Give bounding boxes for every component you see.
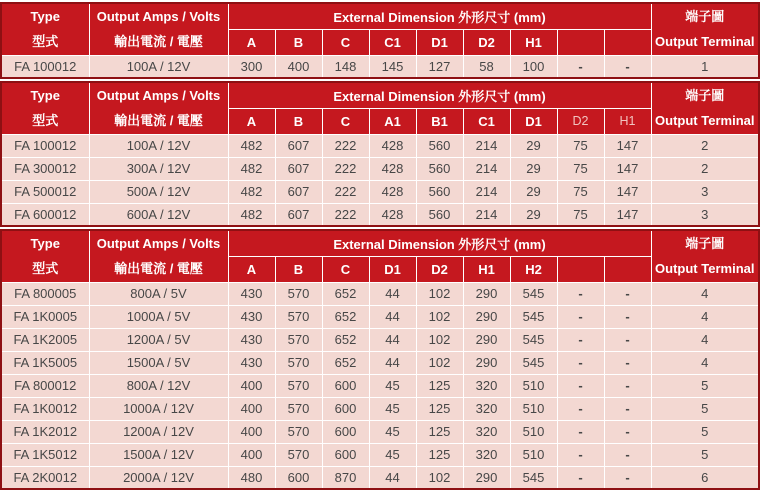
dim-cell: 214 xyxy=(463,180,510,203)
output-cell: 100A / 12V xyxy=(89,55,228,78)
table-row xyxy=(1,305,759,328)
dim-cell: 29 xyxy=(510,134,557,157)
terminal-cell: 6 xyxy=(651,466,759,489)
terminal-label-zh: 端子圖 xyxy=(685,236,725,252)
output-column-header xyxy=(89,82,228,134)
dim-cell: 430 xyxy=(228,328,275,351)
dim-cell: - xyxy=(557,420,604,443)
dim-col-header-a1: A1 xyxy=(369,108,416,134)
type-cell: FA 100012 xyxy=(1,134,89,157)
dim-cell: 102 xyxy=(416,466,463,489)
output-cell: 1200A / 12V xyxy=(89,420,228,443)
dim-cell: 75 xyxy=(557,157,604,180)
type-cell: FA 1K0005 xyxy=(1,305,89,328)
dim-cell: 430 xyxy=(228,282,275,305)
dim-cell: 75 xyxy=(557,180,604,203)
type-cell: FA 100012 xyxy=(1,55,89,78)
dim-col-header-c1: C1 xyxy=(463,108,510,134)
output-cell: 100A / 12V xyxy=(89,134,228,157)
dim-cell: 560 xyxy=(416,180,463,203)
dim-cell: 214 xyxy=(463,203,510,226)
dim-cell: 607 xyxy=(275,157,322,180)
dim-col-header-a: A xyxy=(228,29,275,55)
output-cell: 300A / 12V xyxy=(89,157,228,180)
type-column-header xyxy=(1,82,89,134)
dim-cell: 400 xyxy=(228,443,275,466)
dim-cell: 222 xyxy=(322,134,369,157)
dim-cell: 430 xyxy=(228,351,275,374)
dim-cell: - xyxy=(604,55,651,78)
type-label-zh: 型式 xyxy=(32,261,59,277)
type-cell: FA 800012 xyxy=(1,374,89,397)
dim-cell: 570 xyxy=(275,420,322,443)
dim-cell: 300 xyxy=(228,55,275,78)
dim-cell: - xyxy=(604,420,651,443)
terminal-cell: 2 xyxy=(651,134,759,157)
terminal-cell: 3 xyxy=(651,180,759,203)
table-row xyxy=(1,466,759,489)
dim-cell: 125 xyxy=(416,420,463,443)
dim-cell: - xyxy=(557,397,604,420)
output-label-en: Output Amps / Volts xyxy=(96,88,221,104)
dim-cell: 510 xyxy=(510,397,557,420)
dim-cell: 545 xyxy=(510,305,557,328)
dim-col-header-b: B xyxy=(275,108,322,134)
dim-col-header-d2: D2 xyxy=(463,29,510,55)
dim-col-header-blank xyxy=(604,29,651,55)
dim-cell: 600 xyxy=(322,374,369,397)
type-label-zh: 型式 xyxy=(32,113,59,129)
output-cell: 1500A / 12V xyxy=(89,443,228,466)
type-cell: FA 800005 xyxy=(1,282,89,305)
dim-cell: 652 xyxy=(322,351,369,374)
dim-col-header-d1: D1 xyxy=(416,29,463,55)
dim-col-header-d1: D1 xyxy=(369,256,416,282)
dim-cell: 290 xyxy=(463,305,510,328)
dim-cell: 44 xyxy=(369,305,416,328)
dim-cell: 430 xyxy=(228,305,275,328)
dimension-group-header: External Dimension 外形尺寸 (mm) xyxy=(228,230,651,256)
dim-cell: 570 xyxy=(275,305,322,328)
dim-cell: 570 xyxy=(275,282,322,305)
output-label-zh: 輸出電流 / 電壓 xyxy=(114,261,203,277)
dim-cell: 290 xyxy=(463,351,510,374)
dim-cell: 320 xyxy=(463,374,510,397)
output-cell: 800A / 5V xyxy=(89,282,228,305)
dim-cell: 290 xyxy=(463,282,510,305)
dim-col-header-b: B xyxy=(275,29,322,55)
dim-cell: - xyxy=(557,328,604,351)
output-cell: 500A / 12V xyxy=(89,180,228,203)
terminal-cell: 3 xyxy=(651,203,759,226)
output-cell: 600A / 12V xyxy=(89,203,228,226)
type-label-en: Type xyxy=(30,88,60,104)
dim-cell: 29 xyxy=(510,180,557,203)
dim-col-header-a: A xyxy=(228,256,275,282)
terminal-cell: 5 xyxy=(651,374,759,397)
table-row xyxy=(1,443,759,466)
terminal-label-en: Output Terminal xyxy=(655,261,755,277)
dim-cell: - xyxy=(604,374,651,397)
dim-cell: 545 xyxy=(510,282,557,305)
type-column-header xyxy=(1,230,89,282)
dim-cell: 214 xyxy=(463,157,510,180)
terminal-cell: 4 xyxy=(651,351,759,374)
dim-cell: 482 xyxy=(228,134,275,157)
dim-col-header-h1: H1 xyxy=(510,29,557,55)
dim-cell: 45 xyxy=(369,420,416,443)
dim-col-header-c: C xyxy=(322,256,369,282)
dim-col-header-c: C xyxy=(322,29,369,55)
type-cell: FA 1K5005 xyxy=(1,351,89,374)
dim-col-header-blank xyxy=(557,256,604,282)
dim-cell: 125 xyxy=(416,374,463,397)
dim-cell: - xyxy=(557,351,604,374)
dim-cell: 560 xyxy=(416,203,463,226)
dim-cell: 147 xyxy=(604,157,651,180)
dim-col-header-d1: D1 xyxy=(510,108,557,134)
dim-cell: 400 xyxy=(228,397,275,420)
dim-col-header-h1: H1 xyxy=(463,256,510,282)
dim-cell: 214 xyxy=(463,134,510,157)
dimension-group-header: External Dimension 外形尺寸 (mm) xyxy=(228,3,651,29)
dim-cell: 222 xyxy=(322,203,369,226)
dim-cell: 222 xyxy=(322,157,369,180)
dim-cell: 428 xyxy=(369,180,416,203)
dim-col-header-h1: H1 xyxy=(604,108,651,134)
dim-cell: 652 xyxy=(322,282,369,305)
dim-col-header-d2: D2 xyxy=(557,108,604,134)
dim-cell: 570 xyxy=(275,443,322,466)
dim-cell: 570 xyxy=(275,397,322,420)
table-row xyxy=(1,374,759,397)
dim-cell: 510 xyxy=(510,420,557,443)
dim-cell: 145 xyxy=(369,55,416,78)
dim-cell: 148 xyxy=(322,55,369,78)
dim-cell: 44 xyxy=(369,466,416,489)
dim-cell: 607 xyxy=(275,180,322,203)
dim-cell: 482 xyxy=(228,203,275,226)
dim-cell: 75 xyxy=(557,134,604,157)
terminal-cell: 5 xyxy=(651,397,759,420)
dim-cell: 652 xyxy=(322,305,369,328)
terminal-label-zh: 端子圖 xyxy=(685,9,725,25)
dim-cell: 290 xyxy=(463,466,510,489)
terminal-label-zh: 端子圖 xyxy=(685,88,725,104)
dim-cell: 147 xyxy=(604,180,651,203)
dim-col-header-d2: D2 xyxy=(416,256,463,282)
table-row xyxy=(1,180,759,203)
dim-cell: - xyxy=(604,282,651,305)
dim-cell: 320 xyxy=(463,443,510,466)
dim-cell: - xyxy=(557,374,604,397)
output-cell: 1000A / 5V xyxy=(89,305,228,328)
dim-cell: 600 xyxy=(322,420,369,443)
output-column-header xyxy=(89,230,228,282)
terminal-cell: 4 xyxy=(651,305,759,328)
output-label-zh: 輸出電流 / 電壓 xyxy=(114,34,203,50)
type-cell: FA 300012 xyxy=(1,157,89,180)
dim-cell: - xyxy=(557,55,604,78)
table-row xyxy=(1,55,759,78)
type-cell: FA 600012 xyxy=(1,203,89,226)
dim-cell: 570 xyxy=(275,328,322,351)
dim-cell: 428 xyxy=(369,203,416,226)
terminal-label-en: Output Terminal xyxy=(655,113,755,129)
dim-cell: - xyxy=(604,351,651,374)
dim-cell: 290 xyxy=(463,328,510,351)
dim-cell: 127 xyxy=(416,55,463,78)
dim-cell: - xyxy=(604,443,651,466)
dim-cell: - xyxy=(557,305,604,328)
spec-table-3 xyxy=(0,229,760,490)
output-cell: 800A / 12V xyxy=(89,374,228,397)
dim-cell: 560 xyxy=(416,157,463,180)
dim-cell: 125 xyxy=(416,443,463,466)
dim-cell: 510 xyxy=(510,374,557,397)
table-row xyxy=(1,203,759,226)
terminal-column-header xyxy=(651,82,759,134)
type-cell: FA 2K0012 xyxy=(1,466,89,489)
table-row xyxy=(1,420,759,443)
type-label-en: Type xyxy=(30,236,60,252)
terminal-cell: 1 xyxy=(651,55,759,78)
dim-col-header-b: B xyxy=(275,256,322,282)
terminal-cell: 4 xyxy=(651,282,759,305)
type-cell: FA 1K2012 xyxy=(1,420,89,443)
dim-cell: 102 xyxy=(416,328,463,351)
dim-cell: - xyxy=(604,466,651,489)
type-cell: FA 1K5012 xyxy=(1,443,89,466)
dim-cell: 102 xyxy=(416,282,463,305)
table-row xyxy=(1,282,759,305)
terminal-cell: 5 xyxy=(651,420,759,443)
dim-cell: 102 xyxy=(416,305,463,328)
dim-cell: - xyxy=(557,282,604,305)
dim-cell: 100 xyxy=(510,55,557,78)
dim-col-header-blank xyxy=(604,256,651,282)
dim-cell: 480 xyxy=(228,466,275,489)
dim-cell: - xyxy=(557,466,604,489)
type-column-header xyxy=(1,3,89,55)
dim-cell: - xyxy=(604,328,651,351)
dim-cell: 44 xyxy=(369,282,416,305)
output-label-en: Output Amps / Volts xyxy=(96,9,221,25)
dim-cell: 102 xyxy=(416,351,463,374)
type-cell: FA 500012 xyxy=(1,180,89,203)
terminal-cell: 4 xyxy=(651,328,759,351)
dim-cell: 320 xyxy=(463,420,510,443)
dimension-group-header: External Dimension 外形尺寸 (mm) xyxy=(228,82,651,108)
dim-cell: 44 xyxy=(369,351,416,374)
dim-cell: 600 xyxy=(275,466,322,489)
dim-cell: 45 xyxy=(369,397,416,420)
dim-cell: - xyxy=(604,397,651,420)
dim-cell: 428 xyxy=(369,157,416,180)
dim-cell: 600 xyxy=(322,397,369,420)
dim-cell: 29 xyxy=(510,157,557,180)
dim-cell: 320 xyxy=(463,397,510,420)
terminal-label-en: Output Terminal xyxy=(655,34,755,50)
dim-cell: 147 xyxy=(604,203,651,226)
dim-cell: 44 xyxy=(369,328,416,351)
table-row xyxy=(1,134,759,157)
dim-cell: 75 xyxy=(557,203,604,226)
terminal-cell: 2 xyxy=(651,157,759,180)
dim-cell: 482 xyxy=(228,180,275,203)
dim-col-header-h2: H2 xyxy=(510,256,557,282)
dim-cell: 545 xyxy=(510,466,557,489)
type-label-en: Type xyxy=(30,9,60,25)
dim-cell: 29 xyxy=(510,203,557,226)
output-cell: 1500A / 5V xyxy=(89,351,228,374)
dim-cell: 545 xyxy=(510,328,557,351)
dim-cell: 58 xyxy=(463,55,510,78)
dim-cell: 545 xyxy=(510,351,557,374)
dim-col-header-blank xyxy=(557,29,604,55)
dim-cell: 222 xyxy=(322,180,369,203)
dim-col-header-b1: B1 xyxy=(416,108,463,134)
dim-cell: - xyxy=(557,443,604,466)
output-cell: 1200A / 5V xyxy=(89,328,228,351)
dim-cell: 570 xyxy=(275,374,322,397)
dim-col-header-a: A xyxy=(228,108,275,134)
dim-col-header-c1: C1 xyxy=(369,29,416,55)
dim-cell: 125 xyxy=(416,397,463,420)
dim-cell: 607 xyxy=(275,134,322,157)
dim-cell: 482 xyxy=(228,157,275,180)
terminal-cell: 5 xyxy=(651,443,759,466)
output-cell: 1000A / 12V xyxy=(89,397,228,420)
spec-table-2 xyxy=(0,81,760,227)
dim-cell: 147 xyxy=(604,134,651,157)
terminal-column-header xyxy=(651,230,759,282)
table-row xyxy=(1,328,759,351)
dim-cell: 400 xyxy=(228,420,275,443)
output-label-zh: 輸出電流 / 電壓 xyxy=(114,113,203,129)
terminal-column-header xyxy=(651,3,759,55)
dim-cell: 45 xyxy=(369,443,416,466)
type-label-zh: 型式 xyxy=(32,34,59,50)
dim-cell: 428 xyxy=(369,134,416,157)
dim-cell: 652 xyxy=(322,328,369,351)
type-cell: FA 1K2005 xyxy=(1,328,89,351)
dim-cell: 400 xyxy=(275,55,322,78)
dim-cell: 45 xyxy=(369,374,416,397)
table-row xyxy=(1,397,759,420)
dim-col-header-c: C xyxy=(322,108,369,134)
dim-cell: 600 xyxy=(322,443,369,466)
spec-table-1 xyxy=(0,2,760,79)
type-cell: FA 1K0012 xyxy=(1,397,89,420)
output-cell: 2000A / 12V xyxy=(89,466,228,489)
table-row xyxy=(1,351,759,374)
output-column-header xyxy=(89,3,228,55)
output-label-en: Output Amps / Volts xyxy=(96,236,221,252)
dim-cell: 560 xyxy=(416,134,463,157)
dim-cell: 870 xyxy=(322,466,369,489)
table-row xyxy=(1,157,759,180)
dim-cell: 570 xyxy=(275,351,322,374)
dim-cell: 400 xyxy=(228,374,275,397)
dim-cell: - xyxy=(604,305,651,328)
dim-cell: 607 xyxy=(275,203,322,226)
dim-cell: 510 xyxy=(510,443,557,466)
